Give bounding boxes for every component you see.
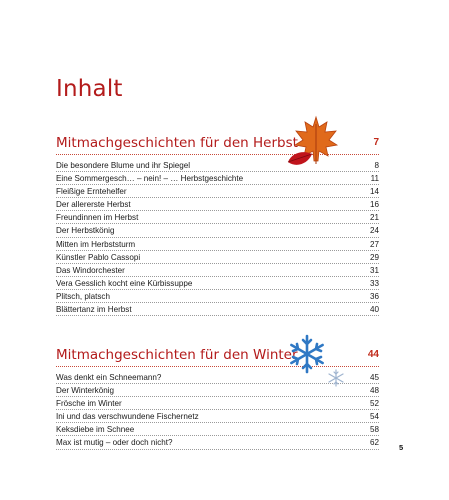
- toc-entry[interactable]: [56, 211, 379, 224]
- toc-entry[interactable]: [56, 251, 379, 264]
- toc-entry[interactable]: [56, 290, 379, 303]
- entry-page: 16: [369, 200, 379, 210]
- toc-entry[interactable]: [56, 303, 379, 316]
- entry-title: Plitsch, platsch: [56, 291, 110, 301]
- toc-entry[interactable]: [56, 198, 379, 211]
- toc-entry[interactable]: [56, 410, 379, 423]
- entry-page: 31: [369, 265, 379, 275]
- entry-title: Ini und das verschwundene Fischernetz: [56, 412, 199, 422]
- red-leaf-icon: [288, 152, 312, 165]
- entry-page: 36: [369, 291, 379, 301]
- entry-title: Vera Gesslich kocht eine Kürbissuppe: [56, 278, 193, 288]
- page-number: 5: [399, 443, 404, 452]
- entry-title: Die besondere Blume und ihr Spiegel: [56, 161, 191, 170]
- entry-title: Freundinnen im Herbst: [56, 213, 139, 223]
- toc-entry[interactable]: [56, 224, 379, 237]
- entry-page: 11: [370, 174, 379, 184]
- snowflake-icon: [285, 332, 353, 392]
- toc-entry[interactable]: [56, 172, 379, 185]
- entry-page: 52: [369, 399, 379, 409]
- entry-title: Der Herbstkönig: [56, 226, 115, 236]
- section-page-number: 44: [367, 349, 379, 360]
- entry-page: 21: [369, 213, 379, 223]
- entry-page: 45: [369, 373, 379, 382]
- entry-page: 48: [369, 386, 379, 396]
- toc-list: [56, 159, 379, 316]
- entry-title: Max ist mutig – oder doch nicht?: [56, 438, 173, 448]
- entry-title: Der allererste Herbst: [56, 200, 131, 210]
- entry-page: 40: [369, 305, 379, 315]
- entry-title: Was denkt ein Schneemann?: [56, 373, 162, 382]
- entry-page: 8: [374, 161, 379, 170]
- toc-entry[interactable]: [56, 185, 379, 198]
- entry-title: Mitten im Herbststurm: [56, 239, 136, 249]
- entry-title: Keksdiebe im Schnee: [56, 425, 135, 435]
- entry-title: Der Winterkönig: [56, 386, 115, 396]
- dotted-separator: [56, 315, 379, 316]
- entry-page: 29: [369, 252, 379, 262]
- entry-title: Frösche im Winter: [56, 399, 122, 409]
- small-snowflake-icon: [329, 370, 343, 386]
- toc-entry[interactable]: [56, 238, 379, 251]
- entry-title: Das Windorchester: [56, 265, 125, 275]
- entry-page: 54: [369, 412, 379, 422]
- entry-page: 24: [369, 226, 379, 236]
- entry-title: Eine Sommergesch… – nein! – … Herbstgeschichte: [56, 174, 244, 184]
- entry-title: Künstler Pablo Cassopi: [56, 252, 141, 262]
- section-page-number: 7: [373, 137, 379, 148]
- entry-title: Fleißige Erntehelfer: [56, 187, 127, 197]
- page-title: Inhalt: [56, 76, 123, 102]
- dotted-separator: [56, 449, 379, 450]
- entry-page: 14: [369, 187, 379, 197]
- entry-title: Blättertanz im Herbst: [56, 305, 132, 315]
- entry-page: 58: [369, 425, 379, 435]
- toc-entry[interactable]: [56, 423, 379, 436]
- toc-entry[interactable]: [56, 264, 379, 277]
- section-title: Mitmachgeschichten für den Herbst: [56, 135, 298, 151]
- entry-page: 62: [369, 438, 379, 448]
- toc-entry[interactable]: [56, 277, 379, 290]
- toc-entry[interactable]: [56, 436, 379, 449]
- entry-page: 27: [369, 239, 379, 249]
- entry-page: 33: [369, 278, 379, 288]
- toc-entry[interactable]: [56, 397, 379, 410]
- section-title: Mitmachgeschichten für den Winter: [56, 347, 298, 363]
- autumn-leaves-icon: [282, 114, 344, 172]
